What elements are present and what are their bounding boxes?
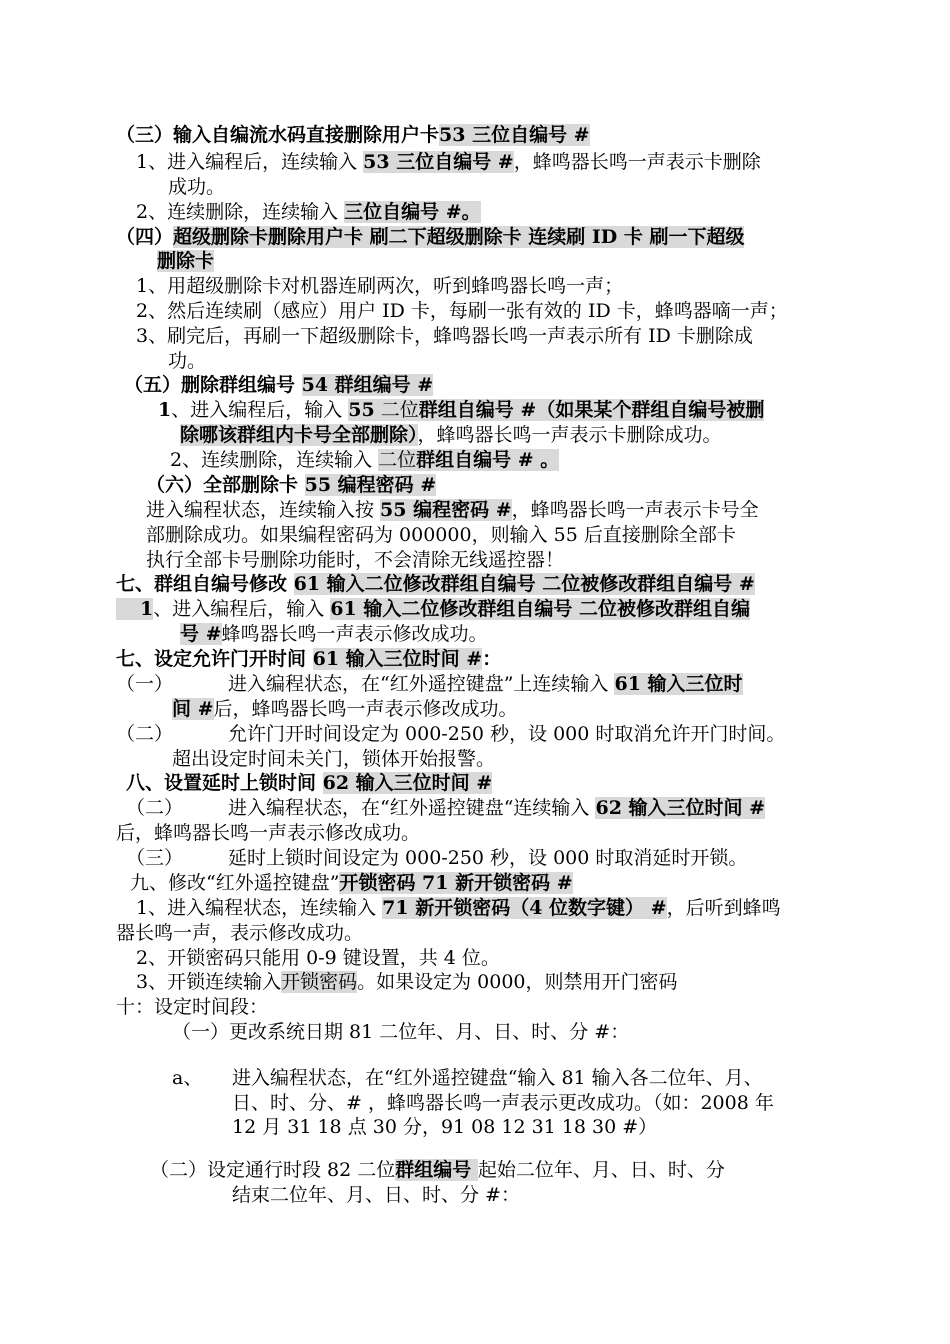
section-8-para-2-label: （三） — [126, 847, 184, 869]
section-6-line-3: 执行全部卡号删除功能时，不会清除无线遥控器！ — [146, 549, 565, 571]
section-3-line-1: 1、进入编程后，连续输入 53 三位自编号 #，蜂鸣器长鸣一声表示卡删除 — [136, 151, 761, 173]
section-4-line-3: 3、刷完后，再刷一下超级删除卡，蜂鸣器长鸣一声表示所有 ID 卡删除成 — [136, 325, 753, 347]
section-5-line-1: 1、进入编程后，输入 55 二位群组自编号 #（如果某个群组自编号被删 — [158, 399, 765, 421]
section-7b-para-1-cont: 间 #后，蜂鸣器长鸣一声表示修改成功。 — [172, 698, 518, 720]
section-9-heading: 九、修改“红外遥控键盘”开锁密码 71 新开锁密码 # — [130, 872, 573, 894]
section-6-heading: （六）全部删除卡 55 编程密码 # — [146, 474, 437, 496]
section-7b-para-2-label: （二） — [116, 723, 174, 745]
section-4-line-1: 1、用超级删除卡对机器连刷两次，听到蜂鸣器长鸣一声； — [136, 275, 624, 297]
section-9-line-3: 3、开锁连续输入开锁密码。如果设定为 0000，则禁用开门密码 — [136, 971, 678, 993]
section-9-line-1: 1、进入编程状态，连续输入 71 新开锁密码（4 位数字键） #，后听到蜂鸣 — [136, 897, 781, 919]
section-10-item-a-label: a、 — [172, 1067, 203, 1089]
section-5-heading: （五）删除群组编号 54 群组编号 # — [124, 374, 434, 396]
section-8-para-1-label: （二） — [126, 797, 184, 819]
section-10-para-1: （一）更改系统日期 81 二位年、月、日、时、分 #： — [172, 1021, 630, 1043]
section-7b-para-2-cont: 超出设定时间未关门，锁体开始报警。 — [172, 748, 496, 770]
section-7b-para-1: 进入编程状态，在“红外遥控键盘”上连续输入 61 输入三位时 — [228, 673, 743, 695]
section-9-line-2: 2、开锁密码只能用 0-9 键设置，共 4 位。 — [136, 947, 500, 969]
section-4-line-2: 2、然后连续刷（感应）用户 ID 卡，每刷一张有效的 ID 卡，蜂鸣器嘀一声； — [136, 300, 788, 322]
section-5-line-2: 2、连续删除，连续输入 二位群组自编号 # 。 — [170, 449, 560, 471]
section-8-para-1-cont: 后，蜂鸣器长鸣一声表示修改成功。 — [116, 822, 421, 844]
section-4-heading-cont: 删除卡 — [157, 250, 215, 272]
section-8-para-2: 延时上锁时间设定为 000-250 秒，设 000 时取消延时开锁。 — [228, 847, 748, 869]
section-10-item-a-line-3: 12 月 31 18 点 30 分，91 08 12 31 18 30 #） — [232, 1116, 658, 1138]
section-10-item-a-line-1: 进入编程状态，在“红外遥控键盘“输入 81 输入各二位年、月、 — [232, 1067, 763, 1089]
section-3-line-1-cont: 成功。 — [168, 176, 226, 198]
section-7b-heading: 七、设定允许门开时间 61 输入三位时间 #： — [116, 648, 502, 670]
section-3-heading: （三）输入自编流水码直接删除用户卡53 三位自编号 # — [116, 124, 590, 146]
section-6-line-1: 进入编程状态，连续输入按 55 编程密码 #，蜂鸣器长鸣一声表示卡号全 — [146, 499, 759, 521]
section-7a-heading: 七、群组自编号修改 61 输入二位修改群组自编号 二位被修改群组自编号 # — [116, 573, 755, 595]
section-9-line-1-cont: 器长鸣一声，表示修改成功。 — [116, 922, 364, 944]
section-4-heading: （四）超级删除卡删除用户卡 刷二下超级删除卡 连续刷 ID 卡 刷一下超级 — [116, 226, 745, 248]
section-10-para-2: （二）设定通行时段 82 二位群组编号 起始二位年、月、日、时、分 — [150, 1159, 725, 1181]
section-7b-para-2: 允许门开时间设定为 000-250 秒，设 000 时取消允许开门时间。 — [228, 723, 786, 745]
section-6-line-2: 部删除成功。如果编程密码为 000000，则输入 55 后直接删除全部卡 — [146, 524, 736, 546]
section-10-heading: 十：设定时间段： — [116, 996, 269, 1018]
section-5-line-1-cont: 除哪该群组内卡号全部删除），蜂鸣器长鸣一声表示卡删除成功。 — [180, 424, 722, 446]
section-10-item-a-line-2: 日、时、分、# ，蜂鸣器长鸣一声表示更改成功。（如：2008 年 — [232, 1092, 774, 1114]
section-8-heading: 八、设置延时上锁时间 62 输入三位时间 # — [126, 772, 493, 794]
section-3-line-2: 2、连续删除，连续输入 三位自编号 #。 — [136, 201, 481, 223]
section-8-para-1: 进入编程状态，在“红外遥控键盘“连续输入 62 输入三位时间 # — [228, 797, 766, 819]
section-7b-para-1-label: （一） — [116, 673, 174, 695]
section-7a-line-1-cont: 号 #蜂鸣器长鸣一声表示修改成功。 — [180, 623, 488, 645]
section-7a-line-1: 1、进入编程后，输入 61 输入二位修改群组自编号 二位被修改群组自编 — [116, 597, 750, 621]
section-10-para-2-cont: 结束二位年、月、日、时、分 #： — [232, 1184, 520, 1206]
section-4-line-3-cont: 功。 — [168, 350, 207, 372]
